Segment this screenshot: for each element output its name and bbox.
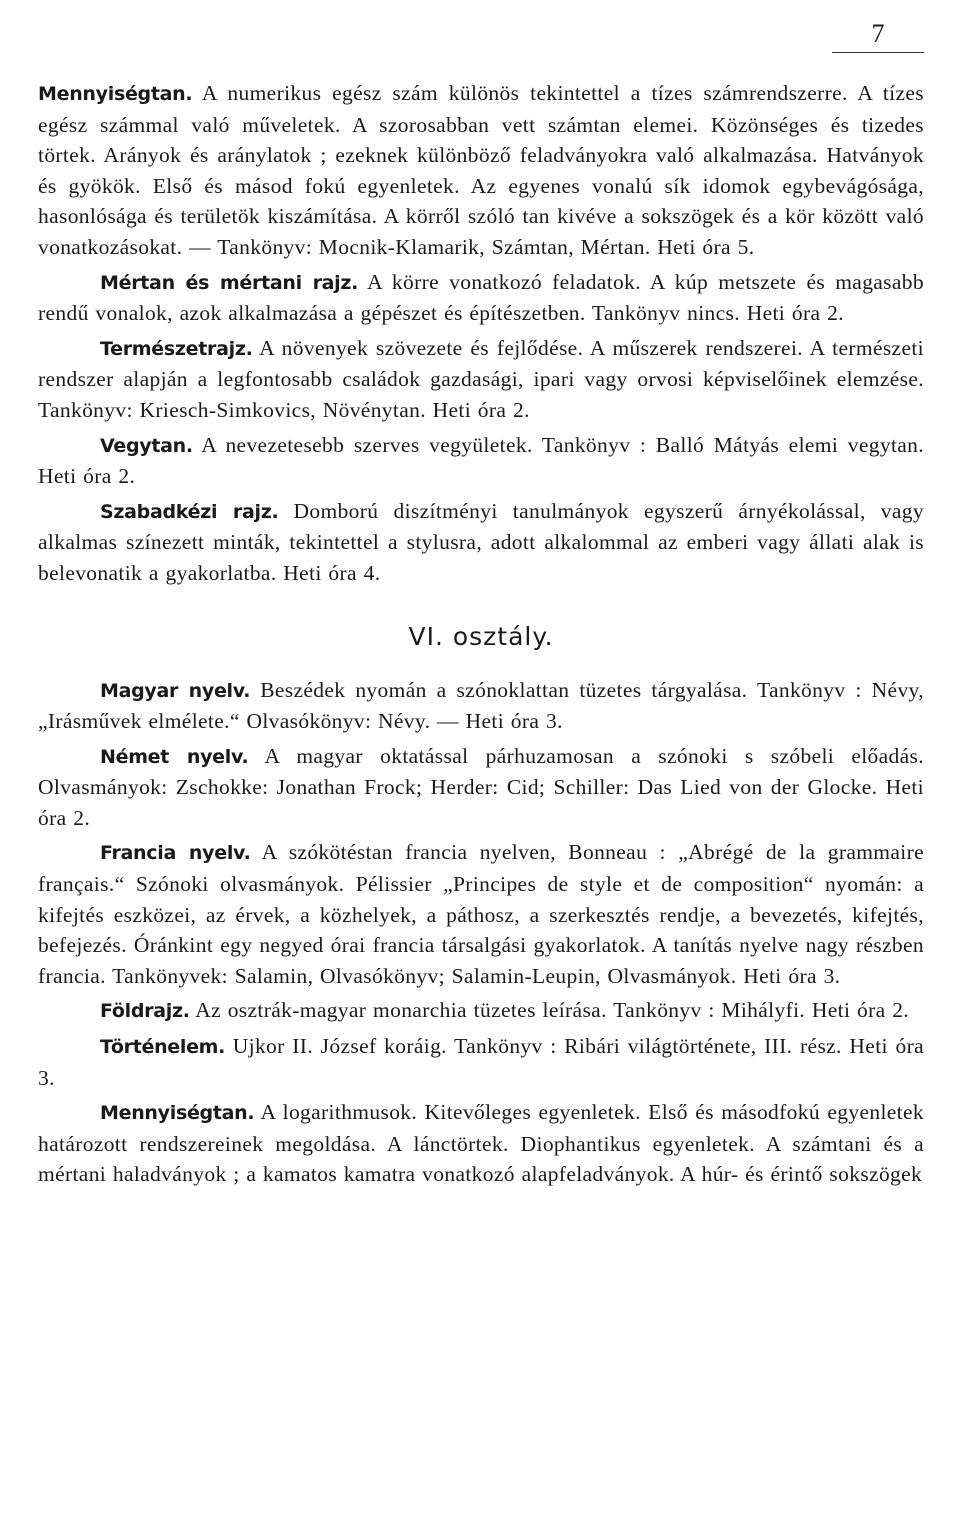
paragraph-text: A szókötéstan francia nyelven, Bonneau : „Abrégé de la grammaire français.“ Szónoki olvasmányok. Pélissier „Principes de style et de composition“ nyomán: a kifejtés eszközei, az érvek, a közhelyek, a páthosz, a szerkesztés rendje, a bevezetés, kifejtés, befejezés. Óránkint egy negyed órai francia társalgási gyakorlatok. A tanítás nyelve nagy részben francia. Tankönyvek: Salamin, Olvasókönyv; Salamin-Leupin, Olvasmányok. Heti óra 3.: [38, 840, 925, 988]
paragraph-magyar-nyelv: [38, 675, 924, 737]
paragraph-text: A numerikus egész szám különös tekintettel a tízes számrendszerre. A tízes egész számmal való műveletek. A szorosabban vett számtan elemei. Közönséges és tizedes törtek. Arányok és aránylatok ; ezeknek különböző feladványokra való alkalmazása. Hatványok és gyökök. Első és másod fokú egyenletek. Az egyenes vonalú sík idomok egybevágósága, hasonlósága és területök kiszámítása. A körről szóló tan kivéve a sokszögek és a kör között való vonatkozásokat. — Tankönyv: Mocnik-Klamarik, Számtan, Mértan. Heti óra 5.: [38, 81, 924, 259]
subject-heading: Német nyelv.: [100, 745, 249, 768]
subject-heading: Mennyiségtan.: [38, 83, 193, 105]
paragraph-text: Ujkor II. József koráig. Tankönyv : Ribári világtörténete, III. rész. Heti óra 3.: [38, 1034, 924, 1090]
subject-heading: Magyar nyelv.: [100, 679, 251, 702]
paragraph-text: A növenyek szövezete és fejlődése. A műszerek rendszerei. A természeti rendszer alapján a legfontosabb családok gazdasági, ipari vagy orvosi képviselőinek elemzése. Tankönyv: Kriesch-Simkovics, Növénytan. Heti óra 2.: [38, 335, 924, 422]
paragraph-text: Beszédek nyomán a szónoklattan tüzetes tárgyalása. Tankönyv : Névy, „Irásművek elmélete.“ Olvasókönyv: Névy. — Heti óra 3.: [38, 677, 924, 734]
subject-heading: Mennyiségtan.: [100, 1102, 255, 1125]
subject-heading: Szabadkézi rajz.: [100, 500, 279, 523]
subject-heading: Vegytan.: [100, 434, 193, 457]
paragraph-mertan: [38, 267, 924, 329]
subject-heading: Mértan és mértani rajz.: [100, 271, 359, 294]
paragraph-text: A magyar oktatással párhuzamosan a szónoki s szóbeli előadás. Olvasmányok: Zschokke: Jonathan Frock; Herder: Cid; Schiller: Das Lied von der Glocke. Heti óra 2.: [38, 743, 924, 830]
paragraph-nemet-nyelv: [38, 741, 924, 834]
paragraph-mennyisegtan: [38, 78, 924, 263]
paragraph-text: A nevezetesebb szerves vegyületek. Tankönyv : Balló Mátyás elemi vegytan. Heti óra 2.: [38, 432, 924, 489]
document-page: [38, 0, 924, 1537]
subject-heading: Földrajz.: [100, 1000, 190, 1023]
subject-heading: Természetrajz.: [100, 337, 253, 360]
paragraph-text: Az osztrák-magyar monarchia tüzetes leírása. Tankönyv : Mihályfi. Heti óra 2.: [195, 998, 910, 1023]
page-number: 7: [832, 18, 924, 53]
paragraph-termeszetrajz: [38, 333, 924, 426]
subject-heading: Történelem.: [100, 1036, 226, 1059]
paragraph-text: Domború diszítményi tanulmányok egyszerű árnyékolással, vagy alkalmas színezett minták, tekintettel a stylusra, adott alkalommal az emberi vagy állati alak is belevonatik a gyakorlatba. Heti óra 4.: [38, 498, 924, 585]
subject-heading: Francia nyelv.: [100, 842, 251, 865]
paragraph-foldrajz: [38, 995, 924, 1027]
paragraph-francia-nyelv: [38, 837, 924, 991]
paragraph-szabadkezi-rajz: [38, 496, 924, 589]
paragraph-vegytan: [38, 430, 924, 492]
paragraph-mennyisegtan-vi: [38, 1097, 924, 1190]
page-content: [38, 78, 924, 1190]
paragraph-text: A logarithmusok. Kitevőleges egyenletek. Első és másodfokú egyenletek határozott rendszereinek megoldása. A lánctörtek. Diophantikus egyenletek. A számtani és a mértani haladványok ; a kamatos kamatra vonatkozó alapfeladványok. A húr- és érintő sokszögek: [38, 1100, 924, 1187]
paragraph-text: A körre vonatkozó feladatok. A kúp metszete és magasabb rendű vonalok, azok alkalmazása a gépészet és építészetben. Tankönyv nincs. Heti óra 2.: [38, 269, 924, 326]
paragraph-tortenelem: [38, 1031, 924, 1093]
section-title: VI. osztály.: [408, 621, 554, 651]
